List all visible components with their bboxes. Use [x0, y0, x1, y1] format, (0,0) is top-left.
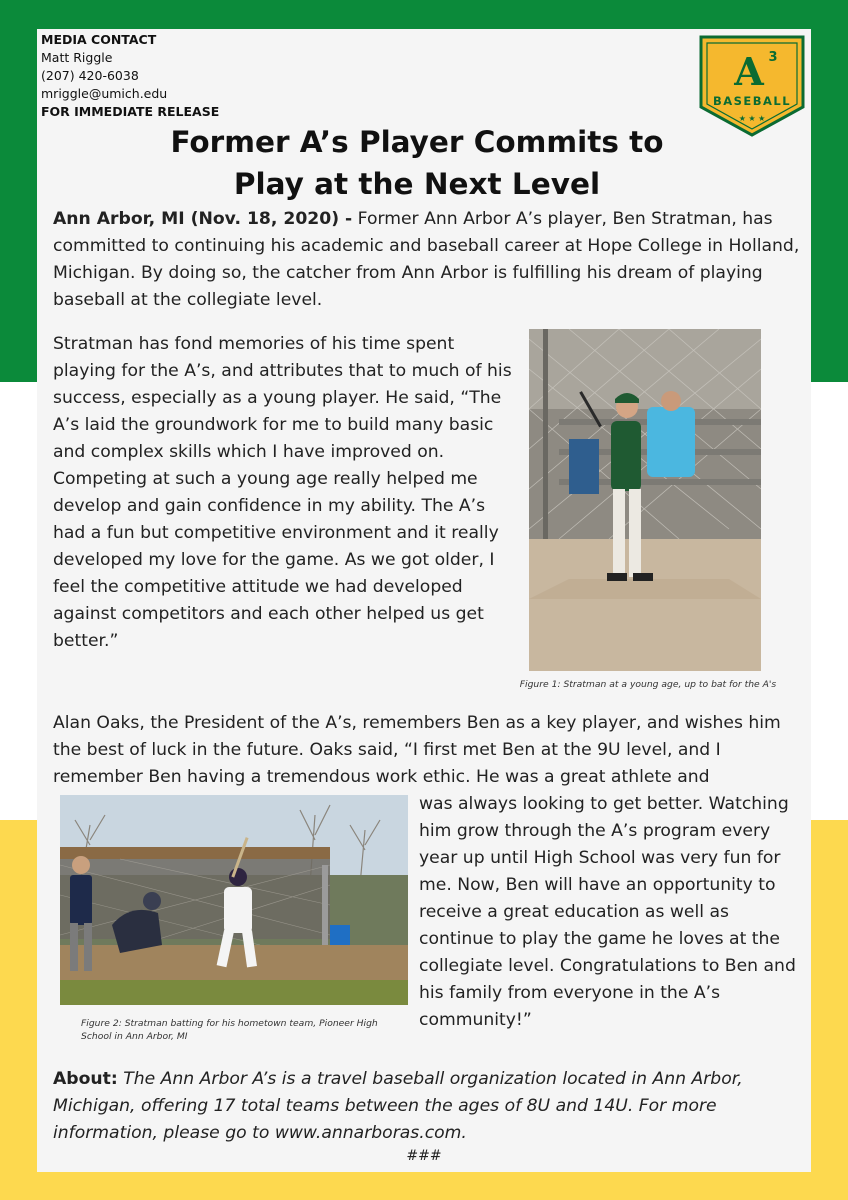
- headline-line-2: Play at the Next Level: [233, 167, 601, 201]
- logo-superscript: 3: [768, 50, 778, 65]
- contact-email: mriggle@umich.edu: [41, 86, 168, 101]
- about-section: [53, 1066, 803, 1147]
- media-contact-heading: MEDIA CONTACT: [41, 32, 157, 47]
- dateline: Ann Arbor, MI (Nov. 18, 2020) -: [53, 209, 353, 229]
- figure-1-photo: [529, 329, 761, 671]
- logo-letter: A: [734, 49, 764, 94]
- end-mark: ###: [406, 1148, 442, 1164]
- paragraph-oaks-quote-part-2: was always looking to get better. Watching him grow through the A’s program every year up until High School was very fun for me. Now, Ben will have an opportunity to receive a great education as well as continue to play the game he loves at the collegiate level. Congratulations to Ben and his family from everyone in the A’s community!”: [419, 794, 796, 1030]
- press-release-sheet: [37, 29, 811, 1172]
- lead-text: Former Ann Arbor A’s player, Ben Stratman, has committed to continuing his academic and baseball career at Hope College in Holland, Michigan. By doing so, the catcher from Ann Arbor is fulfilling his dream of playing baseball at the collegiate level.: [53, 209, 800, 310]
- media-contact-block: [41, 31, 219, 121]
- release-notice: FOR IMMEDIATE RELEASE: [41, 104, 220, 119]
- headline-line-1: Former A’s Player Commits to: [170, 125, 664, 159]
- logo-stars: ★ ★ ★: [738, 114, 766, 123]
- paragraph-oaks-quote-part-1: Alan Oaks, the President of the A’s, remembers Ben as a key player, and wishes him the best of luck in the future. Oaks said, “I first met Ben at the 9U level, and I remember Ben having a tremendous work ethic. He was a great athlete and: [53, 713, 781, 787]
- contact-name: Matt Riggle: [41, 50, 113, 65]
- about-label: About:: [53, 1069, 118, 1089]
- contact-phone: (207) 420-6038: [41, 68, 139, 83]
- about-text: The Ann Arbor A’s is a travel baseball organization located in Ann Arbor, Michigan, offering 17 total teams between the ages of 8U and 14U. For more information, please go to www.annarboras.com.: [53, 1069, 743, 1143]
- logo-word: BASEBALL: [712, 94, 792, 108]
- figure-2-caption: Figure 2: Stratman batting for his hometown team, Pioneer High School in Ann Arbor, MI: [81, 1018, 378, 1042]
- lead-paragraph: [53, 206, 801, 314]
- headline: [97, 121, 737, 205]
- figure-2-photo: [60, 795, 408, 1005]
- paragraph-stratman-quote: Stratman has fond memories of his time spent playing for the A’s, and attributes that to much of his success, especially as a young player. He said, “The A’s laid the groundwork for me to build many basic and complex skills which I have improved on. Competing at such a young age really helped me develop and gain confidence in my ability. The A’s had a fun but competitive environment and it really developed my love for the game. As we got older, I feel the competitive attitude we had developed against competitors and each other helped us get better.”: [53, 334, 512, 651]
- figure-1-caption: Figure 1: Stratman at a young age, up to bat for the A's: [519, 679, 777, 690]
